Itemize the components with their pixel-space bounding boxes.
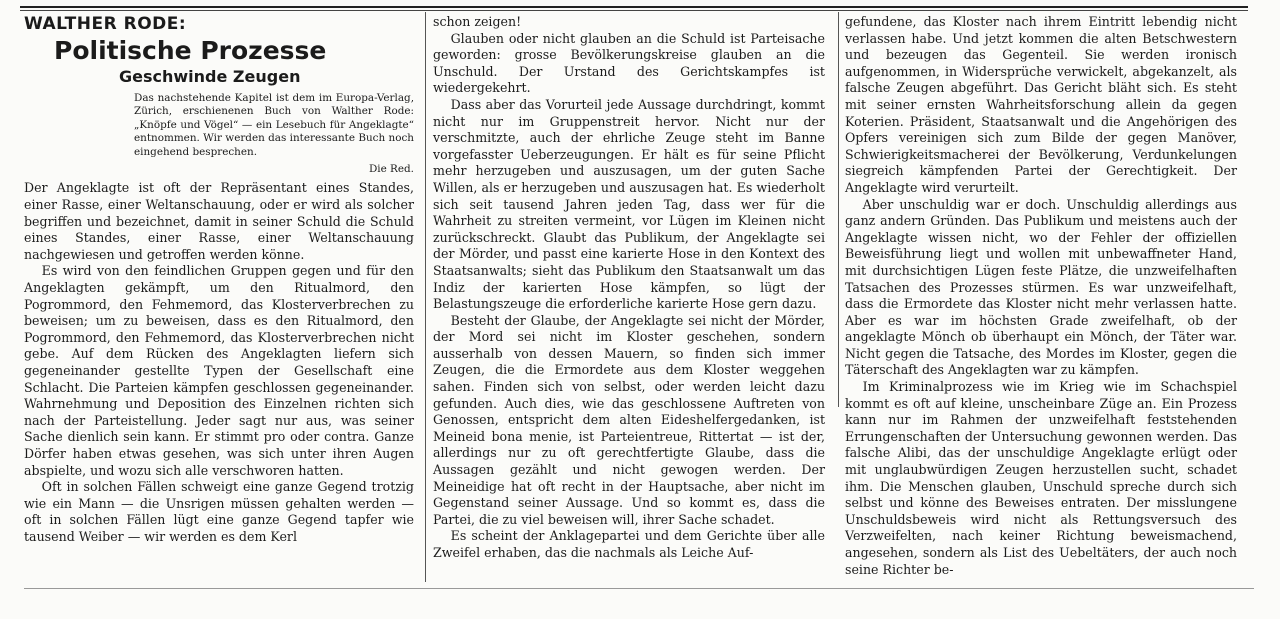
paragraph: Es wird von den feindlichen Gruppen gegen und für den Angeklagten gekämpft, um den Ritualmord, den Pogrommord, den Fehmemord, das Klosterverbrechen zu beweisen; um zu beweisen, dass es den Ritualmord, den Pogrommord, den Fehmemord, das Klosterverbrechen nicht gebe. Auf dem Rücken des Angeklagten liefern sich gegeneinander gestellte Typen der Gesellschaft eine Schlacht. Die Parteien kämpfen geschlossen gegeneinander. Wahrnehmung und Deposition des Einzelnen richten sich nach der Parteistellung. Jeder sagt nur aus, was seiner Sache dienlich sein kann. Er stimmt pro oder contra. Ganze Dörfer haben etwas gesehen, was sich unter ihren Augen abspielte, und wozu sich alle verschworen hatten. xyxy=(24,263,414,478)
article-author: WALTHER RODE: xyxy=(24,14,187,34)
paragraph: schon zeigen! xyxy=(433,14,522,29)
paragraph: Dass aber das Vorurteil jede Aussage durchdringt, kommt nicht nur im Gruppenstreit hervor. Nicht nur der verschmitzte, auch der ehrliche Zeuge steht im Banne vorgefasster Ueberzeugungen. Er hält es für seine Pflicht mehr herzugeben und auszusagen, um der guten Sache Willen, als er herzugeben und auszusagen hat. Es wiederholt sich seit tausend Jahren jeden Tag, dass wer für die Wahrheit zu streiten vermeint, vor Lügen im Kleinen nicht zurückschreckt. Glaubt das Publikum, der Angeklagte sei der Mörder, und passt eine karierte Hose in den Kontext des Staatsanwalts; sieht das Publikum den Staatsanwalt um das Indiz der karierten Hose kämpfen, so lügt der Belastungszeuge die erforderliche karierte Hose gern dazu. xyxy=(433,96,825,312)
column-2 xyxy=(433,14,825,562)
column-1 xyxy=(24,14,414,546)
paragraph: Aber unschuldig war er doch. Unschuldig allerdings aus ganz andern Gründen. Das Publikum und meistens auch der Angeklagte wissen nicht, wo der Fehler der offiziellen Beweisführung liegt und wollen mit unbewaffneter Hand, mit durchsichtigen Lügen feste Plätze, die unzweifelhaften Tatsachen des Prozesses stürmen. Es war unzweifelhaft, dass die Ermordete das Kloster nicht mehr verlassen hatte. Aber es war im höchsten Grade zweifelhaft, ob der angeklagte Mönch ob überhaupt ein Mönch, der Täter war. Nicht gegen die Tatsache, des Mordes im Kloster, gegen die Täterschaft des Angeklagten war zu kämpfen. xyxy=(845,196,1237,378)
paragraph: Glauben oder nicht glauben an die Schuld ist Parteisache geworden: grosse Bevölkerungskreise glauben an die Unschuld. Der Urstand des Gerichtskampfes ist wiedergekehrt. xyxy=(433,30,825,96)
top-rule-thin xyxy=(20,10,1248,11)
column-separator xyxy=(425,12,426,582)
column-separator xyxy=(838,12,839,407)
editorial-intro: Das nachstehende Kapitel ist dem im Europa-Verlag, Zürich, erschienenen Buch von Walther Rode: „Knöpfe und Vögel“ — ein Lesebuch für Angeklagte“ entnommen. Wir werden das interessante Buch noch eingehend besprechen. xyxy=(134,92,414,158)
bottom-edge-rule xyxy=(24,588,1254,589)
article-subtitle: Geschwinde Zeugen xyxy=(119,67,301,86)
column-3 xyxy=(845,14,1237,578)
top-rule xyxy=(20,6,1248,8)
paragraph: Der Angeklagte ist oft der Repräsentant eines Standes, einer Rasse, einer Weltanschauung, oder er wird als solcher begriffen und bezeichnet, damit in seiner Schuld die Schuld eines Standes, einer Rasse, einer Weltanschauung nachgewiesen und getroffen werden könne. xyxy=(24,180,414,262)
article-title: Politische Prozesse xyxy=(54,36,327,65)
paragraph: Im Kriminalprozess wie im Krieg wie im Schachspiel kommt es oft auf kleine, unscheinbare Züge an. Ein Prozess kann nur im Rahmen der unzweifelhaft feststehenden Errungenschaften der Untersuchung gewonnen werden. Das falsche Alibi, das der unschuldige Angeklagte erlügt oder mit unglaubwürdigen Zeugen herzustellen sucht, schadet ihm. Die Menschen glauben, Unschuld spreche durch sich selbst und könne des Beweises entraten. Der misslungene Unschuldsbeweis wird nicht als Rettungsversuch des Verzweifelten, nach keiner Richtung beweismachend, angesehen, sondern als List des Uebeltäters, der auch noch seine Richter be- xyxy=(845,379,1237,577)
paragraph: Es scheint der Anklagepartei und dem Gerichte über alle Zweifel erhaben, das die nachmals als Leiche Auf- xyxy=(433,528,825,560)
paragraph: gefundene, das Kloster nach ihrem Eintritt lebendig nicht verlassen habe. Und jetzt kommen die alten Betschwestern und bezeugen das Gegenteil. Sie werden ironisch aufgenommen, in Widersprüche verwickelt, abgekanzelt, als falsche Zeugen abgeführt. Das Gericht bläht sich. Es steht mit seiner ernsten Wahrheitsforschung allein da gegen Koterien. Präsident, Staatsanwalt und die Angehörigen des Opfers vereinigen sich zum Bilde der gegen Manöver, Schwierigkeitsmacherei der Bevölkerung, Verdunkelungen siegreich kämpfenden Partei der Gerechtigkeit. Der Angeklagte wird verurteilt. xyxy=(845,14,1237,195)
paragraph: Besteht der Glaube, der Angeklagte sei nicht der Mörder, der Mord sei nicht im Kloster geschehen, sondern ausserhalb von dessen Mauern, so finden sich immer Zeugen, die die Ermordete aus dem Kloster weggehen sahen. Finden sich von selbst, oder werden leicht dazu gefunden. Auch dies, wie das geschlossene Auftreten von Genossen, entspricht dem alten Eideshelfergedanken, ist Meineid bona menie, ist Parteientreue, Rittertat — ist der, allerdings nur zu oft gerechtfertigte Glaube, dass die Aussagen gezählt und nicht gewogen werden. Der Meineidige hat oft recht in der Hauptsache, aber nicht im Gegenstand seiner Aussage. Und so kommt es, dass die Partei, die zu viel beweisen will, ihrer Sache schadet. xyxy=(433,312,825,527)
paragraph: Oft in solchen Fällen schweigt eine ganze Gegend trotzig wie ein Mann — die Unsrigen müssen gehalten werden — oft in solchen Fällen lügt eine ganze Gegend tapfer wie tausend Weiber — wir werden es dem Kerl xyxy=(24,479,414,544)
editorial-signoff: Die Red. xyxy=(368,163,414,176)
